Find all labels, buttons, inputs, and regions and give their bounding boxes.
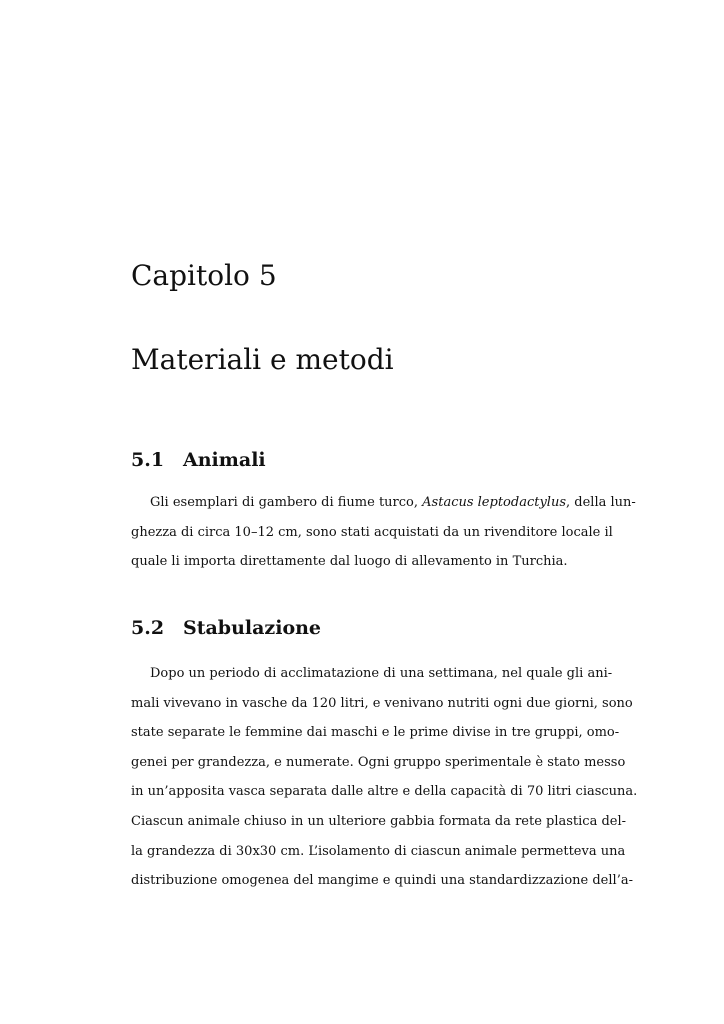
paragraph-line: mali vivevano in vasche da 120 litri, e venivano nutriti ogni due giorni, sono	[131, 695, 633, 711]
section-title: Stabulazione	[183, 617, 322, 639]
section-heading-animali	[131, 451, 266, 470]
paragraph-line: state separate le femmine dai maschi e le prime divise in tre gruppi, omo-	[131, 725, 620, 741]
paragraph-line: ghezza di circa 10–12 cm, sono stati acquistati da un rivenditore locale il	[131, 524, 613, 540]
paragraph-line: genei per grandezza, e numerate. Ogni gruppo sperimentale è stato messo	[131, 754, 626, 770]
paragraph-stabulazione	[131, 659, 638, 896]
text-run: Gli esemplari di gambero di fiume turco,	[150, 495, 423, 510]
species-name: Astacus leptodactylus	[422, 495, 566, 510]
paragraph-line: in un’apposita vasca separata dalle altre e della capacità di 70 litri ciascuna.	[131, 784, 638, 800]
chapter-title: Materiali e metodi	[131, 343, 394, 376]
paragraph-animali	[131, 488, 636, 577]
paragraph-line	[131, 488, 636, 518]
section-number: 5.2	[131, 617, 165, 639]
section-title: Animali	[183, 449, 266, 471]
section-number: 5.1	[131, 449, 165, 471]
text-run: , della lun-	[566, 495, 636, 510]
paragraph-line: Dopo un periodo di acclimatazione di una settimana, nel quale gli ani-	[150, 666, 613, 681]
paragraph-line: quale li importa direttamente dal luogo di allevamento in Turchia.	[131, 554, 568, 570]
section-heading-stabulazione	[131, 619, 321, 638]
paragraph-line: Ciascun animale chiuso in un ulteriore gabbia formata da rete plastica del-	[131, 813, 627, 829]
chapter-label: Capitolo 5	[131, 259, 277, 292]
paragraph-line: distribuzione omogenea del mangime e quindi una standardizzazione dell’a-	[131, 873, 633, 889]
paragraph-line: la grandezza di 30x30 cm. L’isolamento di ciascun animale permetteva una	[131, 843, 626, 859]
